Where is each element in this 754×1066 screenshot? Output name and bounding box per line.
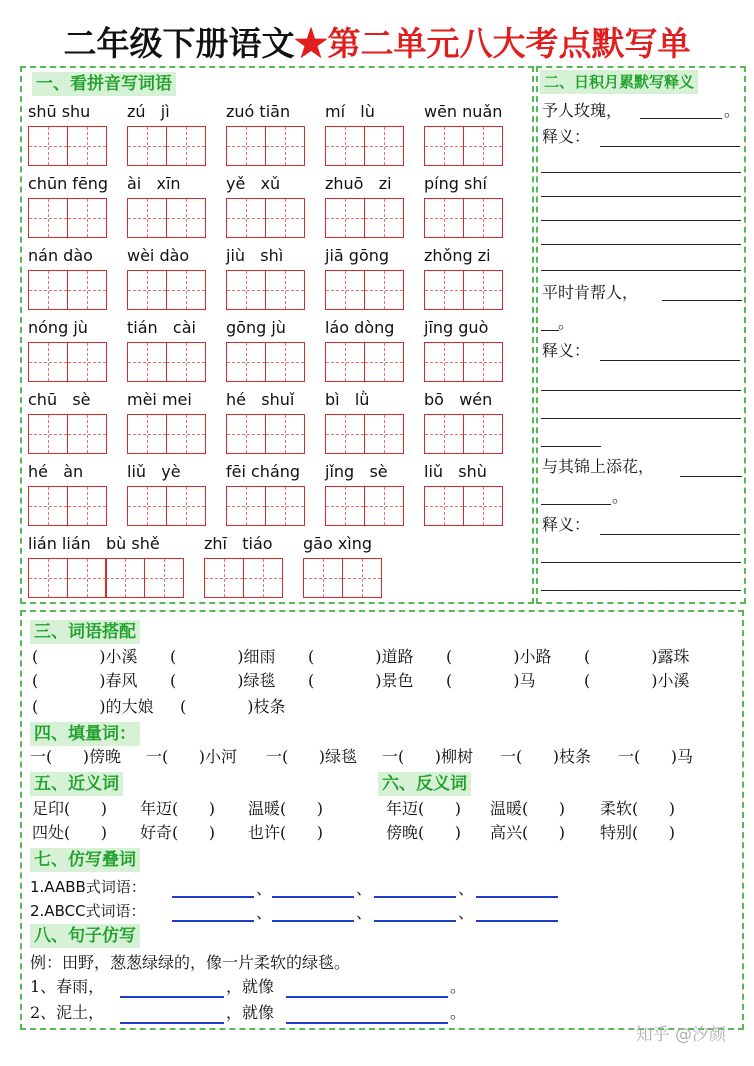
writing-cell[interactable] <box>303 558 343 598</box>
poem-2-line: 平时肯帮人， <box>542 283 639 302</box>
star-icon: ★ <box>294 24 328 63</box>
writing-cell[interactable] <box>226 198 266 238</box>
tian-zi-grid[interactable] <box>127 198 204 238</box>
title-grade: 二年级下册语文 <box>63 24 295 63</box>
collocation-blank[interactable]: ( )的大娘 <box>32 697 154 716</box>
measure-word-blank[interactable]: 一( )绿毯 <box>266 747 358 766</box>
writing-cell[interactable] <box>28 414 68 454</box>
pinyin-text: láo dòng <box>325 318 395 337</box>
poem-3-line: 与其锦上添花， <box>542 457 655 476</box>
answer-line[interactable] <box>541 244 741 245</box>
writing-cell[interactable] <box>325 342 365 382</box>
separator: 、 <box>256 879 273 898</box>
antonym-blank[interactable]: 傍晚( ) <box>386 823 462 842</box>
separator: 、 <box>458 903 475 922</box>
tian-zi-grid[interactable] <box>325 270 402 310</box>
pinyin-text: jiā gōng <box>325 246 390 265</box>
antonym-blank[interactable]: 年迈( ) <box>386 799 462 818</box>
measure-word-blank[interactable]: 一( )傍晚 <box>30 747 122 766</box>
reduplication-blank[interactable] <box>374 920 456 922</box>
pinyin-text: ài xīn <box>127 174 181 193</box>
writing-cell[interactable] <box>424 198 464 238</box>
collocation-blank[interactable]: ( )马 <box>446 671 536 690</box>
synonym-blank[interactable]: 年迈( ) <box>140 799 216 818</box>
writing-cell[interactable] <box>144 558 184 598</box>
q1-like: ，就像 <box>226 977 275 996</box>
tian-zi-grid[interactable] <box>28 486 105 526</box>
pinyin-text: gāo xìng <box>303 534 373 553</box>
writing-cell[interactable] <box>265 270 305 310</box>
writing-cell[interactable] <box>127 342 167 382</box>
tian-zi-grid[interactable] <box>424 126 501 166</box>
synonym-blank[interactable]: 也许( ) <box>248 823 324 842</box>
reduplication-blank[interactable] <box>374 896 456 898</box>
writing-cell[interactable] <box>28 342 68 382</box>
writing-cell[interactable] <box>325 270 365 310</box>
page-title <box>0 18 754 65</box>
pinyin-text: chūn fēng <box>28 174 109 193</box>
pinyin-row <box>0 462 500 526</box>
pinyin-row <box>0 102 503 166</box>
pinyin-text: mèi mei <box>127 390 192 409</box>
synonym-blank[interactable]: 四处( ) <box>32 823 108 842</box>
tian-zi-grid[interactable] <box>424 486 501 526</box>
writing-cell[interactable] <box>105 558 145 598</box>
answer-line[interactable] <box>680 476 742 477</box>
writing-cell[interactable] <box>226 342 266 382</box>
pinyin-text: yě xǔ <box>226 174 281 193</box>
writing-cell[interactable] <box>127 126 167 166</box>
measure-word-blank[interactable]: 一( )马 <box>618 747 694 766</box>
q1-start: 1、春雨， <box>30 977 105 996</box>
writing-cell[interactable] <box>265 486 305 526</box>
answer-line[interactable] <box>541 172 741 173</box>
answer-line[interactable] <box>541 504 611 505</box>
writing-cell[interactable] <box>67 126 107 166</box>
period: 。 <box>612 487 629 506</box>
tian-zi-grid[interactable] <box>325 126 402 166</box>
writing-cell[interactable] <box>127 270 167 310</box>
writing-cell[interactable] <box>166 198 206 238</box>
reduplication-blank[interactable] <box>172 920 254 922</box>
collocation-blank[interactable]: ( )春风 <box>32 671 138 690</box>
collocation-blank[interactable]: ( )露珠 <box>584 647 690 666</box>
tian-zi-grid[interactable] <box>127 126 204 166</box>
tian-zi-grid[interactable] <box>28 558 182 598</box>
pinyin-text: zuó tiān <box>226 102 291 121</box>
writing-cell[interactable] <box>265 342 305 382</box>
q2-blank-1[interactable] <box>120 1022 224 1024</box>
writing-cell[interactable] <box>463 126 503 166</box>
aabb-label: 1.AABB式词语： <box>30 878 146 896</box>
answer-line[interactable] <box>640 118 722 119</box>
writing-cell[interactable] <box>325 198 365 238</box>
writing-cell[interactable] <box>166 126 206 166</box>
writing-cell[interactable] <box>463 342 503 382</box>
tian-zi-grid[interactable] <box>424 342 501 382</box>
pinyin-text: bō wén <box>424 390 493 409</box>
tian-zi-grid[interactable] <box>28 414 105 454</box>
pinyin-text: gōng jù <box>226 318 286 337</box>
writing-cell[interactable] <box>364 342 404 382</box>
collocation-blank[interactable]: ( )绿毯 <box>170 671 276 690</box>
writing-cell[interactable] <box>424 414 464 454</box>
pinyin-text: fēi cháng <box>226 462 301 481</box>
section-4-header: 四、填量词： <box>30 722 140 746</box>
answer-line[interactable] <box>541 390 741 391</box>
tian-zi-grid[interactable] <box>424 198 501 238</box>
section-7-header: 七、仿写叠词 <box>30 848 140 872</box>
separator: 、 <box>356 879 373 898</box>
pinyin-row <box>0 174 500 238</box>
measure-word-blank[interactable]: 一( )柳树 <box>382 747 474 766</box>
section-2-header: 二、日积月累默写释义 <box>540 70 698 94</box>
q2-start: 2、泥土， <box>30 1003 105 1022</box>
synonym-blank[interactable]: 足印( ) <box>32 799 108 818</box>
pinyin-text: píng shí <box>424 174 487 193</box>
writing-cell[interactable] <box>364 126 404 166</box>
collocation-blank[interactable]: ( )小路 <box>446 647 552 666</box>
writing-cell[interactable] <box>67 270 107 310</box>
reduplication-blank[interactable] <box>172 896 254 898</box>
tian-zi-grid[interactable] <box>204 558 281 598</box>
pinyin-text: shū shu <box>28 102 91 121</box>
antonym-blank[interactable]: 温暖( ) <box>490 799 566 818</box>
pinyin-text: liǔ yè <box>127 462 181 481</box>
pinyin-text: jīng guò <box>424 318 489 337</box>
writing-cell[interactable] <box>342 558 382 598</box>
writing-cell[interactable] <box>226 270 266 310</box>
pinyin-text: jǐng sè <box>325 462 388 481</box>
separator: 、 <box>458 879 475 898</box>
answer-line[interactable] <box>541 418 741 419</box>
tian-zi-grid[interactable] <box>226 486 303 526</box>
pinyin-text: lián lián bù shě <box>28 534 160 553</box>
reduplication-blank[interactable] <box>272 896 354 898</box>
tian-zi-grid[interactable] <box>226 126 303 166</box>
poem-1-line: 予人玫瑰， <box>542 101 623 120</box>
section-6-header: 六、反义词 <box>378 772 471 796</box>
answer-line[interactable] <box>541 562 741 563</box>
writing-cell[interactable] <box>28 270 68 310</box>
tian-zi-grid[interactable] <box>226 270 303 310</box>
writing-cell[interactable] <box>364 486 404 526</box>
writing-cell[interactable] <box>325 126 365 166</box>
pinyin-text: mí lù <box>325 102 375 121</box>
q2-like: ，就像 <box>226 1003 275 1022</box>
collocation-blank[interactable]: ( )小溪 <box>584 671 690 690</box>
writing-cell[interactable] <box>166 342 206 382</box>
writing-cell[interactable] <box>364 270 404 310</box>
reduplication-blank[interactable] <box>476 920 558 922</box>
tian-zi-grid[interactable] <box>127 342 204 382</box>
writing-cell[interactable] <box>67 342 107 382</box>
period: 。 <box>558 313 575 332</box>
answer-line[interactable] <box>541 220 741 221</box>
writing-cell[interactable] <box>364 414 404 454</box>
writing-cell[interactable] <box>243 558 283 598</box>
tian-zi-grid[interactable] <box>127 414 204 454</box>
tian-zi-grid[interactable] <box>226 342 303 382</box>
writing-cell[interactable] <box>204 558 244 598</box>
pinyin-row <box>0 246 500 310</box>
writing-cell[interactable] <box>28 198 68 238</box>
answer-line[interactable] <box>541 446 601 447</box>
tian-zi-grid[interactable] <box>127 486 204 526</box>
separator: 、 <box>356 903 373 922</box>
watermark: 知乎 @汐颜 <box>635 1025 726 1045</box>
writing-cell[interactable] <box>166 270 206 310</box>
reduplication-blank[interactable] <box>272 920 354 922</box>
writing-cell[interactable] <box>226 126 266 166</box>
period: 。 <box>724 101 741 120</box>
pinyin-text: zú jì <box>127 102 170 121</box>
writing-cell[interactable] <box>424 486 464 526</box>
title-unit: 第二单元八大考点默写单 <box>327 24 691 63</box>
writing-cell[interactable] <box>127 486 167 526</box>
meaning-label-3: 释义： <box>542 515 591 534</box>
writing-cell[interactable] <box>265 414 305 454</box>
collocation-blank[interactable]: ( )景色 <box>308 671 414 690</box>
tian-zi-grid[interactable] <box>28 270 105 310</box>
writing-cell[interactable] <box>424 126 464 166</box>
pinyin-text: zhuō zi <box>325 174 392 193</box>
writing-cell[interactable] <box>463 270 503 310</box>
writing-cell[interactable] <box>265 126 305 166</box>
pinyin-text: hé àn <box>28 462 84 481</box>
tian-zi-grid[interactable] <box>325 198 402 238</box>
tian-zi-grid[interactable] <box>28 198 105 238</box>
pinyin-text: nóng jù <box>28 318 88 337</box>
writing-cell[interactable] <box>127 414 167 454</box>
pinyin-text: nán dào <box>28 246 93 265</box>
answer-line[interactable] <box>600 146 740 147</box>
collocation-blank[interactable]: ( )道路 <box>308 647 414 666</box>
pinyin-text: wèi dào <box>127 246 190 265</box>
antonym-blank[interactable]: 高兴( ) <box>490 823 566 842</box>
tian-zi-grid[interactable] <box>226 198 303 238</box>
example-sentence: 例：田野，葱葱绿绿的，像一片柔软的绿毯。 <box>30 953 351 972</box>
section-5-header: 五、近义词 <box>30 772 123 796</box>
answer-line[interactable] <box>600 360 740 361</box>
writing-cell[interactable] <box>364 198 404 238</box>
tian-zi-grid[interactable] <box>424 270 501 310</box>
pinyin-text: zhǒng zi <box>424 246 491 265</box>
tian-zi-grid[interactable] <box>325 414 402 454</box>
section-1-header: 一、看拼音写词语 <box>32 72 176 96</box>
tian-zi-grid[interactable] <box>325 486 402 526</box>
antonym-blank[interactable]: 柔软( ) <box>600 799 676 818</box>
pinyin-text: chū sè <box>28 390 91 409</box>
pinyin-text: wēn nuǎn <box>424 102 503 121</box>
q1-end: 。 <box>450 977 467 996</box>
collocation-blank[interactable]: ( )枝条 <box>180 697 286 716</box>
writing-cell[interactable] <box>226 414 266 454</box>
q2-blank-2[interactable] <box>286 1022 448 1024</box>
writing-cell[interactable] <box>67 414 107 454</box>
answer-line[interactable] <box>541 330 559 331</box>
writing-cell[interactable] <box>28 486 68 526</box>
answer-line[interactable] <box>541 196 741 197</box>
writing-cell[interactable] <box>226 486 266 526</box>
tian-zi-grid[interactable] <box>226 414 303 454</box>
tian-zi-grid[interactable] <box>127 270 204 310</box>
pinyin-text: bì lǜ <box>325 390 370 409</box>
writing-cell[interactable] <box>28 558 68 598</box>
writing-cell[interactable] <box>67 558 107 598</box>
answer-line[interactable] <box>541 270 741 271</box>
writing-cell[interactable] <box>424 342 464 382</box>
pinyin-row <box>0 390 500 454</box>
section-8-header: 八、句子仿写 <box>30 924 140 948</box>
writing-cell[interactable] <box>325 414 365 454</box>
synonym-blank[interactable]: 好奇( ) <box>140 823 216 842</box>
writing-cell[interactable] <box>67 198 107 238</box>
q1-blank-2[interactable] <box>286 996 448 998</box>
tian-zi-grid[interactable] <box>325 342 402 382</box>
answer-line[interactable] <box>541 590 741 591</box>
pinyin-text: zhī tiáo <box>204 534 273 553</box>
tian-zi-grid[interactable] <box>424 414 501 454</box>
collocation-blank[interactable]: ( )细雨 <box>170 647 276 666</box>
answer-line[interactable] <box>600 534 740 535</box>
answer-line[interactable] <box>662 300 742 301</box>
reduplication-blank[interactable] <box>476 896 558 898</box>
writing-cell[interactable] <box>166 414 206 454</box>
abcc-label: 2.ABCC式词语： <box>30 902 146 920</box>
tian-zi-grid[interactable] <box>28 342 105 382</box>
pinyin-text: liǔ shù <box>424 462 487 481</box>
pinyin-text: tián cài <box>127 318 196 337</box>
synonym-blank[interactable]: 温暖( ) <box>248 799 324 818</box>
writing-cell[interactable] <box>463 486 503 526</box>
pinyin-text: hé shuǐ <box>226 390 295 409</box>
writing-cell[interactable] <box>67 486 107 526</box>
meaning-label-1: 释义： <box>542 127 591 146</box>
tian-zi-grid[interactable] <box>303 558 380 598</box>
writing-cell[interactable] <box>127 198 167 238</box>
writing-cell[interactable] <box>424 270 464 310</box>
separator: 、 <box>256 903 273 922</box>
collocation-blank[interactable]: ( )小溪 <box>32 647 138 666</box>
writing-cell[interactable] <box>265 198 305 238</box>
writing-cell[interactable] <box>166 486 206 526</box>
writing-cell[interactable] <box>325 486 365 526</box>
writing-cell[interactable] <box>463 198 503 238</box>
tian-zi-grid[interactable] <box>28 126 105 166</box>
pinyin-row <box>0 534 500 598</box>
q1-blank-1[interactable] <box>120 996 224 998</box>
antonym-blank[interactable]: 特别( ) <box>600 823 676 842</box>
meaning-label-2: 释义： <box>542 341 591 360</box>
q2-end: 。 <box>450 1003 467 1022</box>
pinyin-text: jiù shì <box>226 246 284 265</box>
measure-word-blank[interactable]: 一( )枝条 <box>500 747 592 766</box>
pinyin-row <box>0 318 500 382</box>
writing-cell[interactable] <box>463 414 503 454</box>
measure-word-blank[interactable]: 一( )小河 <box>146 747 238 766</box>
section-3-header: 三、词语搭配 <box>30 620 140 644</box>
writing-cell[interactable] <box>28 126 68 166</box>
